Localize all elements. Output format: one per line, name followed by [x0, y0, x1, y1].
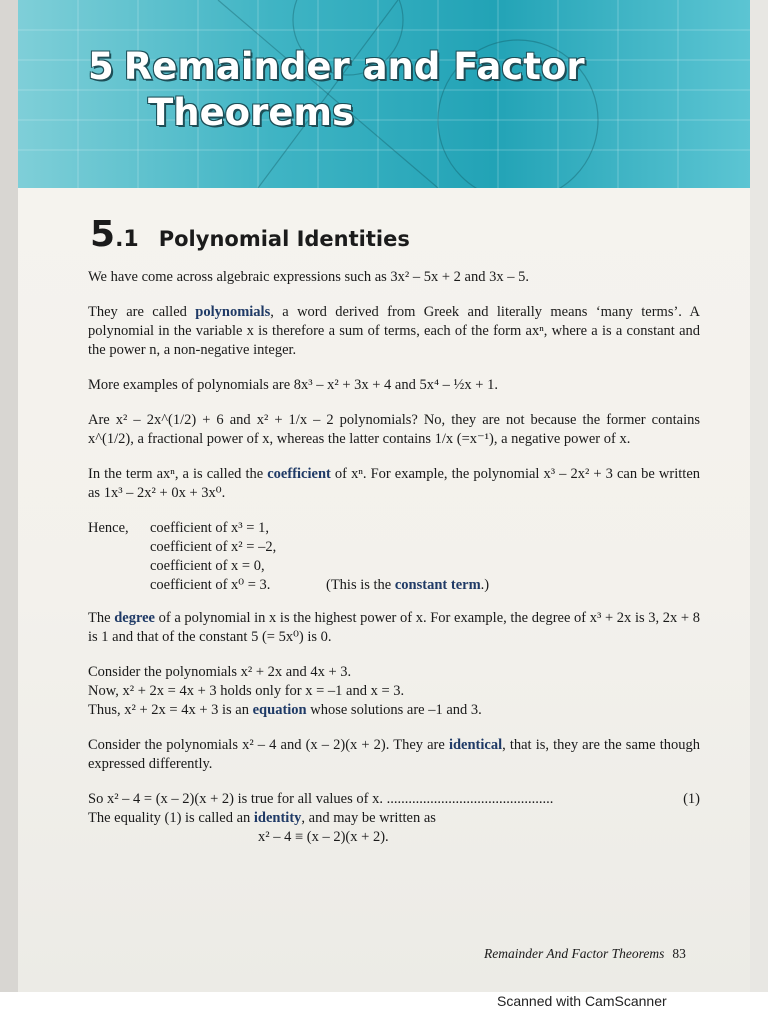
- p9-line2-b: , and may be written as: [301, 810, 436, 826]
- page-number: 83: [672, 946, 686, 961]
- paragraph-coefficient: [88, 465, 700, 503]
- hence-label: Hence,: [88, 520, 129, 536]
- paragraph-equation: [88, 663, 700, 720]
- paragraph-non-polynomials: Are x² – 2x^(1/2) + 6 and x² + 1/x – 2 polynomials? No, they are not because the former contains x^(1/2), a fractional power of x, whereas the latter contains 1/x (=x⁻¹), a negative power of x.: [88, 412, 700, 447]
- page-right-shadow: [750, 0, 768, 992]
- chapter-title: [88, 44, 585, 136]
- p8-text-a: Consider the polynomials x² – 4 and (x – 2)(x + 2). They are: [88, 737, 449, 753]
- section-number-suffix: .1: [115, 227, 139, 252]
- term-coefficient: coefficient: [267, 466, 331, 482]
- term-degree: degree: [114, 610, 155, 626]
- page-left-shadow: [0, 0, 18, 992]
- paragraph-identical: [88, 736, 700, 774]
- paragraph-degree: [88, 609, 700, 647]
- p7-line3-b: whose solutions are –1 and 3.: [306, 702, 482, 718]
- p5-text-a: In the term axⁿ, a is called the: [88, 466, 268, 482]
- paragraph-polynomials: [88, 303, 700, 360]
- paragraph-more-examples: More examples of polynomials are 8x³ – x² + 3x + 4 and 5x⁴ – ½x + 1.: [88, 377, 498, 393]
- constant-term-note: [326, 576, 700, 595]
- term-equation: equation: [252, 702, 307, 718]
- p6-text-a: The: [88, 610, 115, 626]
- textbook-page: [18, 0, 750, 992]
- coefficient-item-1: coefficient of x³ = 1,: [150, 520, 269, 536]
- p5-text-b: of xⁿ. For example, the polynomial x³ – 2x² + 3 can be written as 1x³ – 2x² + 0x + 3x⁰.: [88, 466, 701, 501]
- note-text-b: .): [480, 577, 490, 593]
- p6-text-b: of a polynomial in x is the highest power of x. For example, the degree of x³ + 2x is 3, 2x + 8 is 1 and that of the constant 5 (= 5x⁰) is 0.: [88, 610, 700, 645]
- p2-text-a: They are called: [88, 304, 196, 320]
- p7-line2: Now, x² + 2x = 4x + 3 holds only for x = –1 and x = 3.: [88, 683, 405, 699]
- chapter-banner: [18, 0, 750, 188]
- chapter-number: 5: [88, 45, 114, 88]
- coefficient-list: [88, 519, 700, 595]
- identity-equation: x² – 4 ≡ (x – 2)(x + 2).: [258, 829, 389, 845]
- section-heading: [90, 214, 410, 255]
- running-title: Remainder And Factor Theorems: [484, 946, 665, 961]
- p9-line2-a: The equality (1) is called an: [88, 810, 254, 826]
- p7-line3-a: Thus, x² + 2x = 4x + 3 is an: [88, 702, 253, 718]
- coefficient-item-4: coefficient of x⁰ = 3.: [150, 577, 271, 593]
- term-identity: identity: [253, 810, 302, 826]
- term-identical: identical: [448, 737, 503, 753]
- coefficient-item-3: coefficient of x = 0,: [150, 558, 265, 574]
- term-constant-term: constant term: [394, 577, 481, 593]
- chapter-title-line2: Theorems: [148, 91, 355, 134]
- term-polynomials: polynomials: [195, 304, 271, 320]
- paragraph-identity: [88, 790, 700, 847]
- section-title: Polynomial Identities: [158, 227, 410, 251]
- p9-line1: So x² – 4 = (x – 2)(x + 2) is true for all values of x. ..............................................: [88, 791, 554, 807]
- p7-line1: Consider the polynomials x² + 2x and 4x + 3.: [88, 664, 352, 680]
- page-footer: [484, 946, 686, 962]
- note-text-a: (This is the: [326, 577, 395, 593]
- p2-text-b: , a word derived from Greek and literally means ‘many terms’. A polynomial in the variable x is therefore a sum of terms, each of the form axⁿ, where a is a constant and the power n, a non-negative integer.: [88, 304, 700, 358]
- section-number: 5: [90, 214, 116, 255]
- camscanner-watermark: Scanned with CamScanner: [497, 993, 667, 1009]
- chapter-title-line1: Remainder and Factor: [123, 45, 585, 88]
- coefficient-item-2: coefficient of x² = –2,: [150, 539, 277, 555]
- p8-text-b: , that is, they are the same though expressed differently.: [88, 737, 700, 772]
- equation-number: (1): [683, 791, 700, 807]
- paragraph-intro: We have come across algebraic expressions such as 3x² – 5x + 2 and 3x – 5.: [88, 269, 529, 285]
- section-body: [88, 268, 700, 847]
